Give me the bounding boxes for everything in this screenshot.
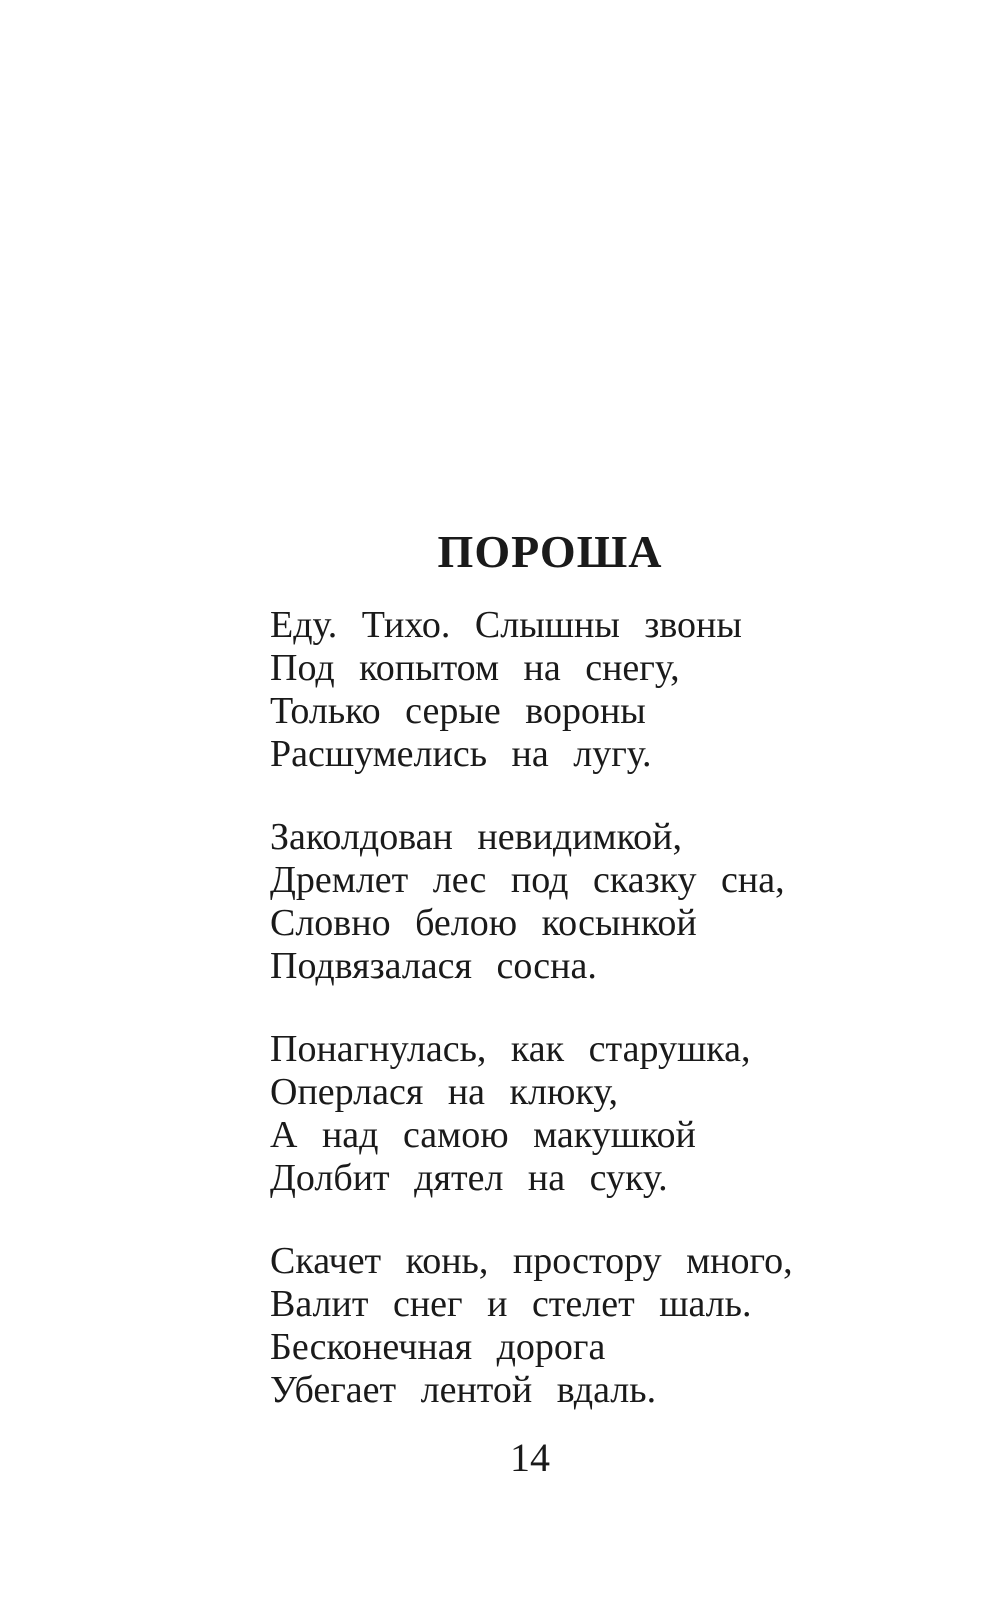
poem-line: Расшумелись на лугу. (270, 733, 652, 775)
poem-line: Под копытом на снегу, (270, 647, 680, 689)
page-number: 14 (510, 1435, 550, 1480)
poem-line: Подвязалася сосна. (270, 945, 597, 987)
poem-line: Убегает лентой вдаль. (270, 1369, 657, 1411)
poem-line: Словно белою косынкой (270, 902, 697, 944)
poem (270, 524, 830, 1412)
poem-line: Дремлет лес под сказку сна, (270, 859, 785, 901)
poem-title: ПОРОША (437, 526, 663, 577)
stanza-1 (270, 604, 830, 776)
poem-line: Понагнулась, как старушка, (270, 1028, 751, 1070)
poem-line: Долбит дятел на суку. (270, 1157, 668, 1199)
poem-line: А над самою макушкой (270, 1114, 696, 1156)
poem-line: Оперлася на клюку, (270, 1071, 618, 1113)
poem-line: Еду. Тихо. Слышны звоны (270, 604, 742, 646)
poem-line: Бесконечная дорога (270, 1326, 606, 1368)
poem-line: Только серые вороны (270, 690, 646, 732)
stanza-4 (270, 1240, 830, 1412)
stanza-2 (270, 816, 830, 988)
poem-line: Валит снег и стелет шаль. (270, 1283, 752, 1325)
poem-line: Заколдован невидимкой, (270, 816, 682, 858)
stanza-3 (270, 1028, 830, 1200)
poem-line: Скачет конь, простору много, (270, 1240, 793, 1282)
